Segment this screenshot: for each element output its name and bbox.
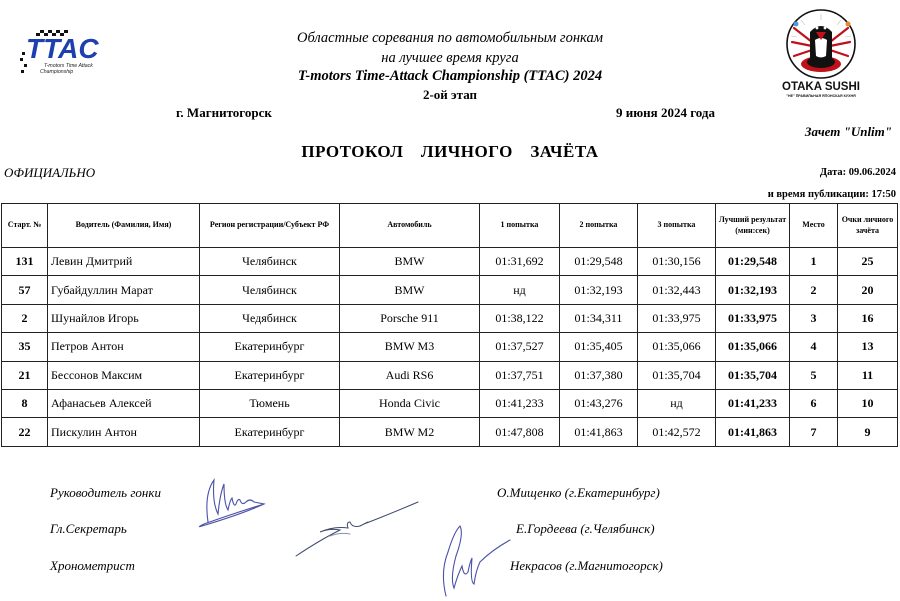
- name-race-director: О.Мищенко (г.Екатеринбург): [497, 485, 660, 500]
- cell-region: Челябинск: [200, 276, 340, 304]
- col-driver: Водитель (Фамилия, Имя): [48, 204, 200, 248]
- cell-region: Тюмень: [200, 389, 340, 417]
- cell-start-no: 2: [2, 304, 48, 332]
- championship-title: T-motors Time-Attack Championship (TTAC) 2024: [297, 68, 603, 84]
- cell-try2: 01:35,405: [560, 333, 638, 361]
- cell-place: 4: [790, 333, 838, 361]
- cell-car: BMW M3: [340, 333, 480, 361]
- svg-text:"НЕ" ПРАВИЛЬНАЯ ЯПОНСКАЯ КУХНЯ: "НЕ" ПРАВИЛЬНАЯ ЯПОНСКАЯ КУХНЯ: [786, 94, 856, 98]
- signature-chief-secretary: [290, 500, 420, 560]
- cell-car: BMW M2: [340, 418, 480, 446]
- cell-region: Екатеринбург: [200, 361, 340, 389]
- publication-date: Дата: 09.06.2024: [819, 167, 896, 178]
- cell-car: Audi RS6: [340, 361, 480, 389]
- cell-start-no: 57: [2, 276, 48, 304]
- class-label: Зачет "Unlim": [804, 124, 892, 139]
- cell-try3: 01:35,066: [638, 333, 716, 361]
- cell-points: 20: [838, 276, 898, 304]
- col-best: Лучший результат (мин:сек): [716, 204, 790, 248]
- event-title-line2: на лучшее время круга: [381, 50, 519, 66]
- cell-place: 6: [790, 389, 838, 417]
- cell-place: 3: [790, 304, 838, 332]
- cell-start-no: 22: [2, 418, 48, 446]
- cell-points: 9: [838, 418, 898, 446]
- cell-try2: 01:43,276: [560, 389, 638, 417]
- cell-try1: нд: [480, 276, 560, 304]
- cell-start-no: 35: [2, 333, 48, 361]
- cell-try1: 01:31,692: [480, 248, 560, 276]
- protocol-title: ПРОТОКОЛ ЛИЧНОГО ЗАЧЁТА: [301, 142, 599, 161]
- event-city: г. Магнитогорск: [176, 105, 272, 120]
- table-row: [2, 276, 898, 304]
- role-chief-secretary: Гл.Секретарь: [50, 521, 127, 536]
- cell-place: 7: [790, 418, 838, 446]
- cell-try1: 01:47,808: [480, 418, 560, 446]
- cell-driver: Левин Дмитрий: [48, 248, 200, 276]
- cell-best: 01:29,548: [716, 248, 790, 276]
- cell-driver: Шунайлов Игорь: [48, 304, 200, 332]
- svg-text:T-motors Time Attack: T-motors Time Attack: [44, 63, 93, 69]
- cell-region: Чедябинск: [200, 304, 340, 332]
- col-points: Очки личного зачёта: [838, 204, 898, 248]
- cell-best: 01:35,704: [716, 361, 790, 389]
- cell-start-no: 21: [2, 361, 48, 389]
- col-try2: 2 попытка: [560, 204, 638, 248]
- cell-driver: Афанасьев Алексей: [48, 389, 200, 417]
- table-row: [2, 304, 898, 332]
- table-row: [2, 418, 898, 446]
- otaka-brand-text: OTAKA SUSHI: [782, 81, 860, 93]
- cell-car: Porsche 911: [340, 304, 480, 332]
- cell-points: 25: [838, 248, 898, 276]
- event-title-line1: Областные соревания по автомобильным гонкам: [297, 30, 603, 46]
- cell-try2: 01:41,863: [560, 418, 638, 446]
- cell-try2: 01:29,548: [560, 248, 638, 276]
- cell-region: Челябинск: [200, 248, 340, 276]
- cell-best: 01:41,233: [716, 389, 790, 417]
- role-timekeeper: Хронометрист: [50, 558, 135, 573]
- table-row: [2, 333, 898, 361]
- signature-race-director: [192, 474, 282, 534]
- cell-car: BMW: [340, 248, 480, 276]
- cell-place: 1: [790, 248, 838, 276]
- cell-try3: 01:32,443: [638, 276, 716, 304]
- stage-label: 2-ой этап: [422, 87, 478, 102]
- role-race-director: Руководитель гонки: [50, 485, 161, 500]
- cell-region: Екатеринбург: [200, 333, 340, 361]
- cell-best: 01:32,193: [716, 276, 790, 304]
- col-place: Место: [790, 204, 838, 248]
- name-chief-secretary: Е.Гордеева (г.Челябинск): [516, 521, 655, 536]
- cell-try2: 01:34,311: [560, 304, 638, 332]
- cell-try1: 01:41,233: [480, 389, 560, 417]
- col-try3: 3 попытка: [638, 204, 716, 248]
- cell-driver: Петров Антон: [48, 333, 200, 361]
- cell-points: 10: [838, 389, 898, 417]
- col-start-no: Старт. №: [2, 204, 48, 248]
- results-table: [1, 203, 898, 447]
- official-status: ОФИЦИАЛЬНО: [4, 165, 96, 180]
- ttac-brand-text: TTAC: [26, 33, 99, 64]
- cell-try3: 01:33,975: [638, 304, 716, 332]
- signature-timekeeper: [436, 522, 516, 601]
- cell-try2: 01:32,193: [560, 276, 638, 304]
- cell-best: 01:35,066: [716, 333, 790, 361]
- cell-best: 01:33,975: [716, 304, 790, 332]
- cell-try2: 01:37,380: [560, 361, 638, 389]
- event-date: 9 июня 2024 года: [616, 105, 715, 120]
- svg-text:Championship: Championship: [40, 69, 74, 75]
- col-region: Регион регистрации/Субъект РФ: [200, 204, 340, 248]
- cell-start-no: 131: [2, 248, 48, 276]
- cell-car: BMW: [340, 276, 480, 304]
- cell-try1: 01:38,122: [480, 304, 560, 332]
- cell-try1: 01:37,527: [480, 333, 560, 361]
- cell-place: 2: [790, 276, 838, 304]
- table-row: [2, 389, 898, 417]
- cell-try3: 01:30,156: [638, 248, 716, 276]
- name-timekeeper: Некрасов (г.Магнитогорск): [510, 558, 663, 573]
- cell-best: 01:41,863: [716, 418, 790, 446]
- cell-start-no: 8: [2, 389, 48, 417]
- col-car: Автомобиль: [340, 204, 480, 248]
- cell-place: 5: [790, 361, 838, 389]
- col-try1: 1 попытка: [480, 204, 560, 248]
- cell-try3: нд: [638, 389, 716, 417]
- cell-car: Honda Civic: [340, 389, 480, 417]
- cell-points: 13: [838, 333, 898, 361]
- cell-driver: Пискулин Антон: [48, 418, 200, 446]
- cell-region: Екатеринбург: [200, 418, 340, 446]
- cell-driver: Бессонов Максим: [48, 361, 200, 389]
- cell-points: 16: [838, 304, 898, 332]
- publication-time: и время публикации: 17:50: [767, 189, 896, 200]
- cell-driver: Губайдуллин Марат: [48, 276, 200, 304]
- cell-try3: 01:35,704: [638, 361, 716, 389]
- table-row: [2, 361, 898, 389]
- cell-try3: 01:42,572: [638, 418, 716, 446]
- table-header-row: [2, 204, 898, 248]
- cell-points: 11: [838, 361, 898, 389]
- table-row: [2, 248, 898, 276]
- cell-try1: 01:37,751: [480, 361, 560, 389]
